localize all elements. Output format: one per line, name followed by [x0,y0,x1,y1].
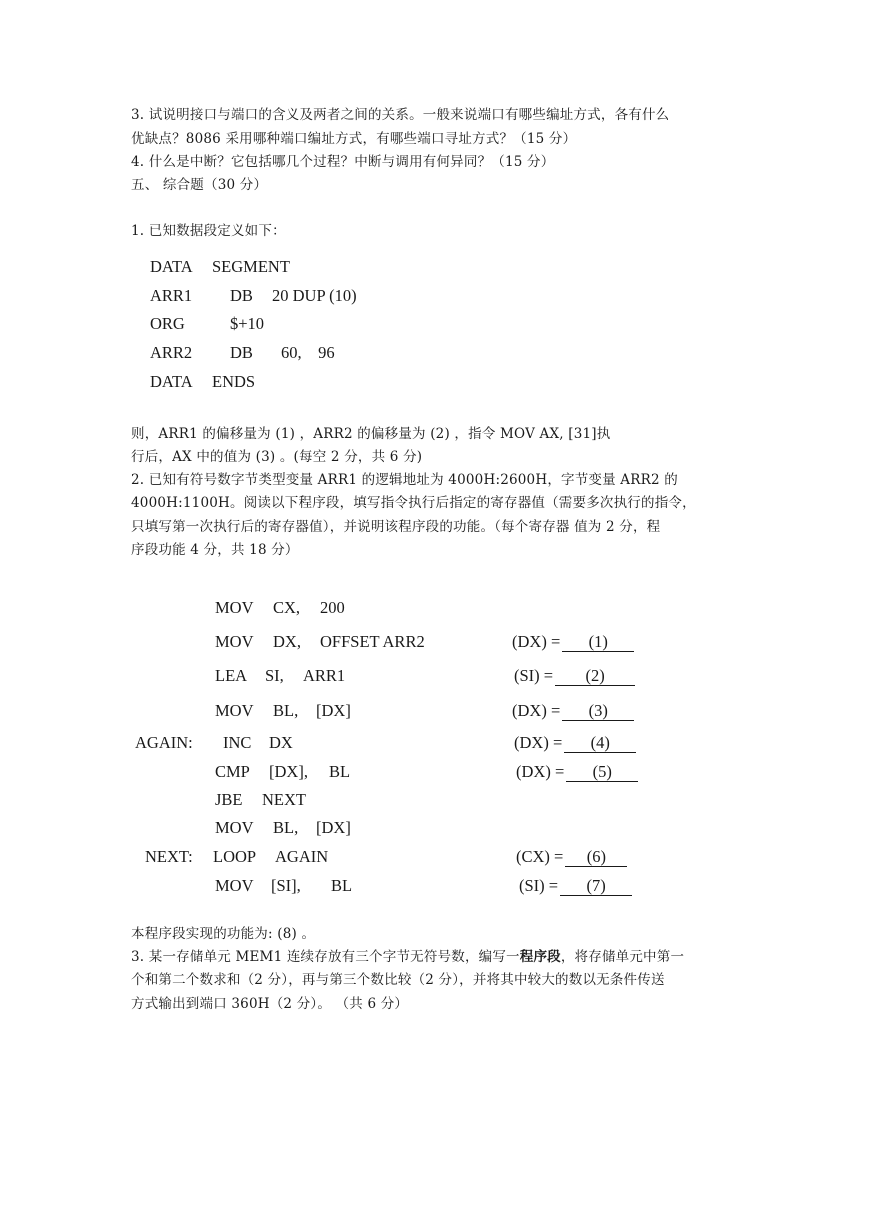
question-3-line-2: 优缺点？8086 采用哪种端口编址方式，有哪些端口寻址方式？（15 分） [131,131,577,147]
problem-2-line-1: 2. 已知有符号数字节类型变量 ARR1 的逻辑地址为 4000H:2600H，字节变量 ARR2 的 [131,472,678,488]
label-next: NEXT: [145,847,193,866]
document-page: 3. 试说明接口与端口的含义及两者之间的关系。一般来说端口有哪些编址方式，各有什么 优缺点？8086 采用哪种端口编址方式，有哪些端口寻址方式？（15 分） 4. 什么是中断？它包括哪几个过程？中断与调用有何异同？（15 分） 五、 综合题（30 分） 1. 已知数据段定义如下： DATA SEGMENT ARR1 DB 20 DUP (10) ORG $+10 ARR2 DB 60, 96 DATA ENDS 则，ARR1 的偏移量为 (1) ，ARR2 的偏移量为 (2) ，指令 MOV AX, [31]执 行后，AX 中的值为 (3) 。(每空 2 分，共 6 分) 2. 已知有符号数字节类型变量 ARR1 的逻辑地址为 4000H:2600H，字节变量 ARR2 的 4000H:1100H。阅读以下程序段，填写指令执行后指定的寄存器值（需要多次执行的指令， 只填写第一次执行后的寄存器值），并说明该程序段的功能。（每个寄存器 值为 2 分，程 序段功能 4 分，共 18 分） MOV CX, 200 MOV DX, OFFSET ARR2 (DX) = (1) LEA SI, ARR1 (SI) = (2) MOV BL, [DX] (DX) = (3) AGAIN: INC DX (DX) = (4) CMP [DX], BL (DX) = (5) JBE NEXT MOV BL, [DX] NEXT: LOOP AGAIN (CX) = (6) MOV [SI], BL (SI) = (7) 本程序段实现的功能为: (8) 。 3. 某一存储单元 MEM1 连续存放有三个字节无符号数，编写一程序段，将存储单元中第一 个和第二个数求和（2 分），再与第三个数比较（2 分），并将其中较大的数以无条件传送 方式输出到端口 360H（2 分）。 （共 6 分） [131,107,696,1012]
function-question: 本程序段实现的功能为: (8) 。 [131,926,316,942]
label-again: AGAIN: [135,733,193,752]
problem-2-line-2: 4000H:1100H。阅读以下程序段，填写指令执行后指定的寄存器值（需要多次执行的指令， [131,495,696,511]
answer-blank[interactable]: (3) [562,702,634,721]
register-answer-cx: (CX) = (6) [516,847,627,867]
register-answer-dx: (DX) = (1) [512,632,634,652]
problem-1-intro: 1. 已知数据段定义如下： [131,223,286,239]
problem-3-line-1: 3. 某一存储单元 MEM1 连续存放有三个字节无符号数，编写一程序段，将存储单元中第一 [131,949,685,965]
question-3-line-1: 3. 试说明接口与端口的含义及两者之间的关系。一般来说端口有哪些编址方式，各有什么 [131,107,670,123]
register-answer-si: (SI) = (7) [519,876,632,896]
problem-2-line-3: 只填写第一次执行后的寄存器值），并说明该程序段的功能。（每个寄存器 值为 2 分，程 [131,519,661,535]
answer-blank[interactable]: (5) [566,763,638,782]
register-answer-si: (SI) = (2) [514,666,635,686]
question-4: 4. 什么是中断？它包括哪几个过程？中断与调用有何异同？（15 分） [131,154,555,170]
problem-1-text-line-1: 则，ARR1 的偏移量为 (1) ，ARR2 的偏移量为 (2) ，指令 MOV AX, [31]执 [131,426,611,442]
problem-2-line-4: 序段功能 4 分，共 18 分） [131,542,299,558]
problem-1-text-line-2: 行后，AX 中的值为 (3) 。(每空 2 分，共 6 分) [131,449,423,465]
section-5-heading: 五、 综合题（30 分） [131,177,268,193]
answer-blank[interactable]: (4) [564,734,636,753]
answer-blank[interactable]: (1) [562,633,634,652]
register-answer-dx: (DX) = (3) [512,701,634,721]
register-answer-dx: (DX) = (5) [516,762,638,782]
answer-blank[interactable]: (7) [560,877,632,896]
emphasis-program-segment: 程序段 [519,949,561,965]
answer-blank[interactable]: (6) [565,848,627,867]
problem-3-line-3: 方式输出到端口 360H（2 分）。 （共 6 分） [131,996,409,1012]
register-answer-dx: (DX) = (4) [514,733,636,753]
problem-3-line-2: 个和第二个数求和（2 分），再与第三个数比较（2 分），并将其中较大的数以无条件传送 [131,972,665,988]
answer-blank[interactable]: (2) [555,667,635,686]
